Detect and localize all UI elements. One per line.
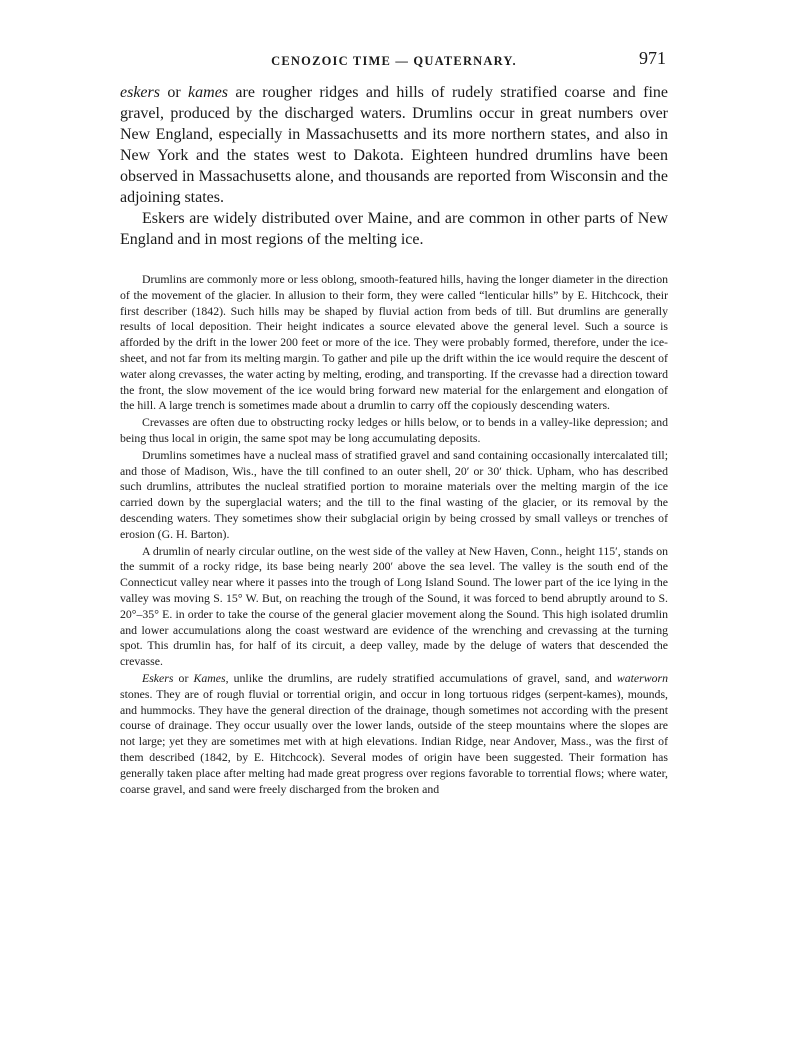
running-head <box>120 48 668 82</box>
section-gap <box>120 250 668 272</box>
note-paragraph <box>120 448 668 543</box>
text-run: Drumlins sometimes have a nucleal mass of stratified gravel and sand containing occasionally intercalated till; and those of Madison, Wis., have the till confined to an outer shell, 20′ or 30′ thick. Upham, who has described such drumlins, attributes the nucleal stratified portion to moraine materials over the melting margin of the ice carried down by the superglacial waters; and the till to the final wasting of the glacier, or its removal by the descending waters. They sometimes show their subglacial origin by being crossed by small valleys or trenches of erosion (G. H. Barton). <box>120 447 668 541</box>
italic-text: kames <box>188 84 229 101</box>
note-paragraph <box>120 544 668 670</box>
body-paragraph <box>120 208 668 250</box>
text-run: Drumlins are commonly more or less oblong, smooth-featured hills, having the longer diameter in the direction of the movement of the glacier. In allusion to their form, they were called “lenticular hills” by E. Hitchcock, their first describer (1842). Such hills may be shaped by fluvial action from beds of till. But drumlins are generally results of local deposition. Their height indicates a source elevated above the general level. Such a source is afforded by the drift in the lower 200 feet or more of the ice. They were probably formed, therefore, under the ice-sheet, and not far from its melting margin. To gather and pile up the drift within the ice would require the descent of water along crevasses, the water acting by melting, eroding, and transporting. If the crevasse had a direction toward the front, the slow movement of the ice would bring forward new material for the enlargement and elongation of the hill. A large trench is sometimes made about a drumlin to carry off the copiously descending waters. <box>120 272 668 413</box>
text-run: Eskers are widely distributed over Maine, and are common in other parts of New England and in most regions of the melting ice. <box>120 210 668 248</box>
body-paragraph <box>120 82 668 208</box>
italic-text: eskers <box>120 84 160 101</box>
body-text <box>120 82 668 797</box>
note-paragraph <box>120 671 668 797</box>
running-title: CENOZOIC TIME — QUATERNARY. <box>271 54 517 68</box>
text-run: A drumlin of nearly circular outline, on the west side of the valley at New Haven, Conn., height 115′, stands on the summit of a rocky ridge, its base being nearly 200′ above the sea level. The valley is the south end of the Connecticut valley near where it passes into the trough of Long Island Sound. The lower part of the ice lying in the valley was moving S. 15° W. But, on reaching the trough of the Sound, it was forced to bend abruptly around to S. 20°–35° E. in order to take the course of the general glacier movement along the Sound. This high isolated drumlin and lower accumulations along the coast westward are evidence of the wrenching and crevassing at the turning spot. This drumlin has, for half of its circuit, a deep valley, made by the deluge of waters that descended the crevasse. <box>120 543 668 669</box>
note-paragraph <box>120 415 668 447</box>
book-page <box>120 48 668 1038</box>
page-number: 971 <box>639 48 666 68</box>
text-run: , unlike the drumlins, are rudely stratified accumulations of gravel, sand, and <box>225 670 617 685</box>
text-run: are rougher ridges and hills of rudely stratified coarse and fine gravel, produced by the discharged waters. Drumlins occur in great numbers over New England, especially in Massachusetts and its more northern states, and also in New York and the states west to Dakota. Eighteen hundred drumlins have been observed in Massachusetts alone, and thousands are reported from Wisconsin and the adjoining states. <box>120 84 668 206</box>
text-run: Crevasses are often due to obstructing rocky ledges or hills below, or to bends in a valley-like depression; and being thus local in origin, the same spot may be long accumulating deposits. <box>120 415 668 445</box>
text-run: or <box>159 84 189 101</box>
italic-text: waterworn <box>616 670 668 685</box>
text-run: stones. They are of rough fluvial or torrential origin, and occur in long tortuous ridges (serpent-kames), mounds, and hummocks. They have the general direction of the drainage, though sometimes not according with the present course of drainage. They occur usually over the lower lands, outside of the steep mountains where the slopes are not large; yet they are sometimes met with at high elevations. Indian Ridge, near Andover, Mass., was the first of them described (1842, by E. Hitchcock). Several modes of origin have been suggested. Their formation has generally taken place after melting had made great progress over regions favorable to torrential flows; where water, coarse gravel, and sand were freely discharged from the broken and <box>120 686 668 796</box>
italic-text: Eskers <box>142 670 174 685</box>
italic-text: Kames <box>193 670 226 685</box>
text-run: or <box>173 670 194 685</box>
note-paragraph <box>120 272 668 414</box>
